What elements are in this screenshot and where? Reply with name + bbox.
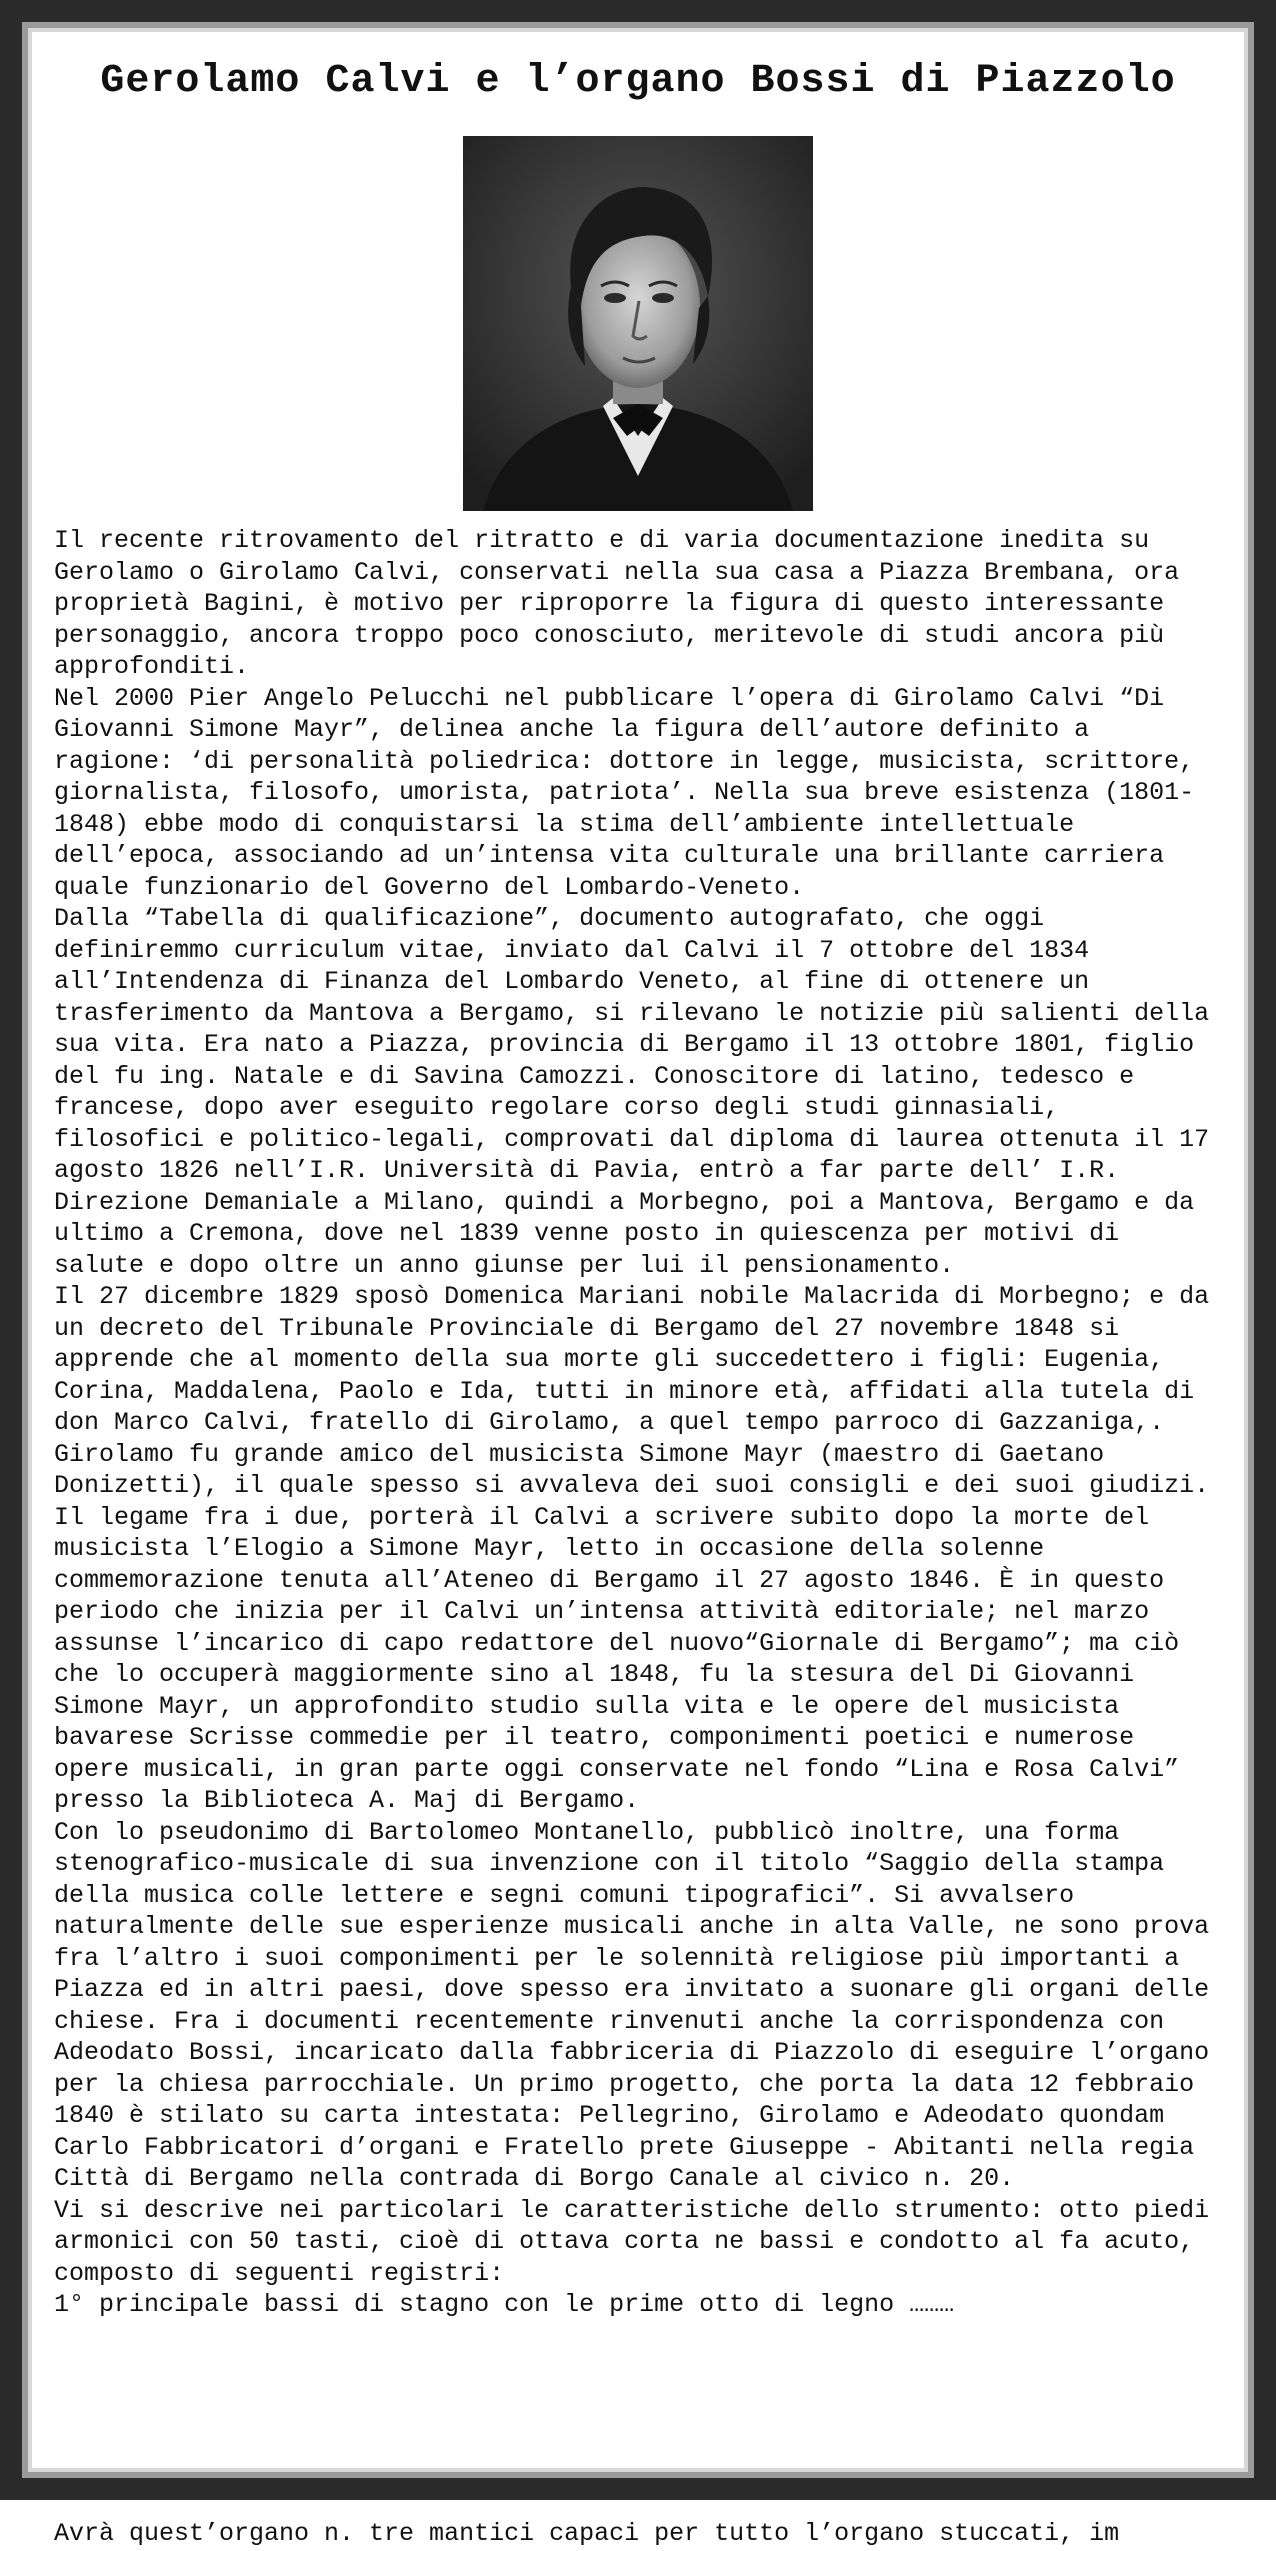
paragraph: Con lo pseudonimo di Bartolomeo Montanello, pubblicò inoltre, una forma stenografico-musicale di sua invenzione con il titolo “Saggio della stampa della musica colle lettere e segni comuni tipografici”. Si avvalsero naturalmente delle sue esperienze musicali anche in alta Valle, ne sono prova fra l’altro i suoi componimenti per le solennità religiose più importanti a Piazza ed in altri paesi, dove spesso era invitato a suonare gli organi delle chiese. Fra i documenti recentemente rinvenuti anche la corrispondenza con Adeodato Bossi, incaricato dalla fabbriceria di Piazzolo di eseguire l’organo per la chiesa parrocchiale. Un primo progetto, che porta la data 12 febbraio 1840 è stilato su carta intestata: Pellegrino, Girolamo e Adeodato quondam Carlo Fabbricatori d’organi e Fratello prete Giuseppe - Abitanti nella regia Città di Bergamo nella contrada di Borgo Canale al civico n. 20. [54,1817,1210,2193]
paragraph: Dalla “Tabella di qualificazione”, documento autografato, che oggi definiremmo curriculum vitae, inviato dal Calvi il 7 ottobre del 1834 all’Intendenza di Finanza del Lombardo Veneto, al fine di ottenere un trasferimento da Mantova a Bergamo, si rilevano le notizie più salienti della sua vita. Era nato a Piazza, provincia di Bergamo il 13 ottobre 1801, figlio del fu ing. Natale e di Savina Camozzi. Conoscitore di latino, tedesco e francese, dopo aver eseguito regolare corso degli studi ginnasiali, filosofici e politico-legali, comprovati dal diploma di laurea ottenuta il 17 agosto 1826 nell’I.R. Università di Pavia, entrò a far parte dell’ I.R. Direzione Demaniale a Milano, quindi a Morbegno, poi a Mantova, Bergamo e da ultimo a Cremona, dove nel 1839 venne posto in quiescenza per motivi di salute e dopo oltre un anno giunse per lui il pensionamento. [54,904,1210,1280]
paragraph: Girolamo fu grande amico del musicista Simone Mayr (maestro di Gaetano Donizetti), il quale spesso si avvaleva dei suoi consigli e dei suoi giudizi. Il legame fra i due, porterà il Calvi a scrivere subito dopo la morte del musicista l’Elogio a Simone Mayr, letto in occasione della solenne commemorazione tenuta all’Ateneo di Bergamo il 27 agosto 1846. È in questo periodo che inizia per il Calvi un’intensa attività editoriale; nel marzo assunse l’incarico di capo redattore del nuovo“Giornale di Bergamo”; ma ciò che lo occuperà maggiormente sino al 1848, fu la stesura del Di Giovanni Simone Mayr, un approfondito studio sulla vita e le opere del musicista bavarese Scrisse commedie per il teatro, componimenti poetici e numerose opere musicali, in gran parte oggi conservate nel fondo “Lina e Rosa Calvi” presso la Biblioteca A. Maj di Bergamo. [54,1439,1210,1815]
document-title: Gerolamo Calvi e l’organo Bossi di Piazzolo [100,59,1176,104]
paragraph: Vi si descrive nei particolari le caratteristiche dello strumento: otto piedi armonici con 50 tasti, cioè di ottava corta ne bassi e condotto al fa acuto, composto di seguenti registri: [54,2195,1210,2288]
paragraph: Il recente ritrovamento del ritratto e di varia documentazione inedita su Gerolamo o Girolamo Calvi, conservati nella sua casa a Piazza Brembana, ora proprietà Bagini, è motivo per riproporre la figura di questo interessante personaggio, ancora troppo poco conosciuto, meritevole di studi ancora più approfonditi. [54,526,1180,681]
paragraph: Il 27 dicembre 1829 sposò Domenica Mariani nobile Malacrida di Morbegno; e da un decreto del Tribunale Provinciale di Bergamo del 27 novembre 1848 si apprende che al momento della sua morte gli succedettero i figli: Eugenia, Corina, Maddalena, Paolo e Ida, tutti in minore età, affidati alla tutela di don Marco Calvi, fratello di Girolamo, a quel tempo parroco di Gazzaniga,. [54,1282,1210,1437]
cut-off-text-line: Avrà quest’organo n. tre mantici capaci per tutto l’organo stuccati, im [54,2519,1120,2548]
document-body [54,525,1222,2321]
document-content [54,36,1222,2466]
paragraph: 1° principale bassi di stagno con le prime otto di legno ……… [54,2290,955,2319]
paragraph: Nel 2000 Pier Angelo Pelucchi nel pubblicare l’opera di Girolamo Calvi “Di Giovanni Simone Mayr”, delinea anche la figura dell’autore definito a ragione: ‘di personalità poliedrica: dottore in legge, musicista, scrittore, giornalista, filosofo, umorista, patriota’. Nella sua breve esistenza (1801-1848) ebbe modo di conquistarsi la stima dell’ambiente intellettuale dell’epoca, associando ad un’intensa vita culturale una brillante carriera quale funzionario del Governo del Lombardo-Veneto. [54,683,1195,902]
portrait-engraving-icon [463,136,813,511]
portrait-image [463,136,813,511]
